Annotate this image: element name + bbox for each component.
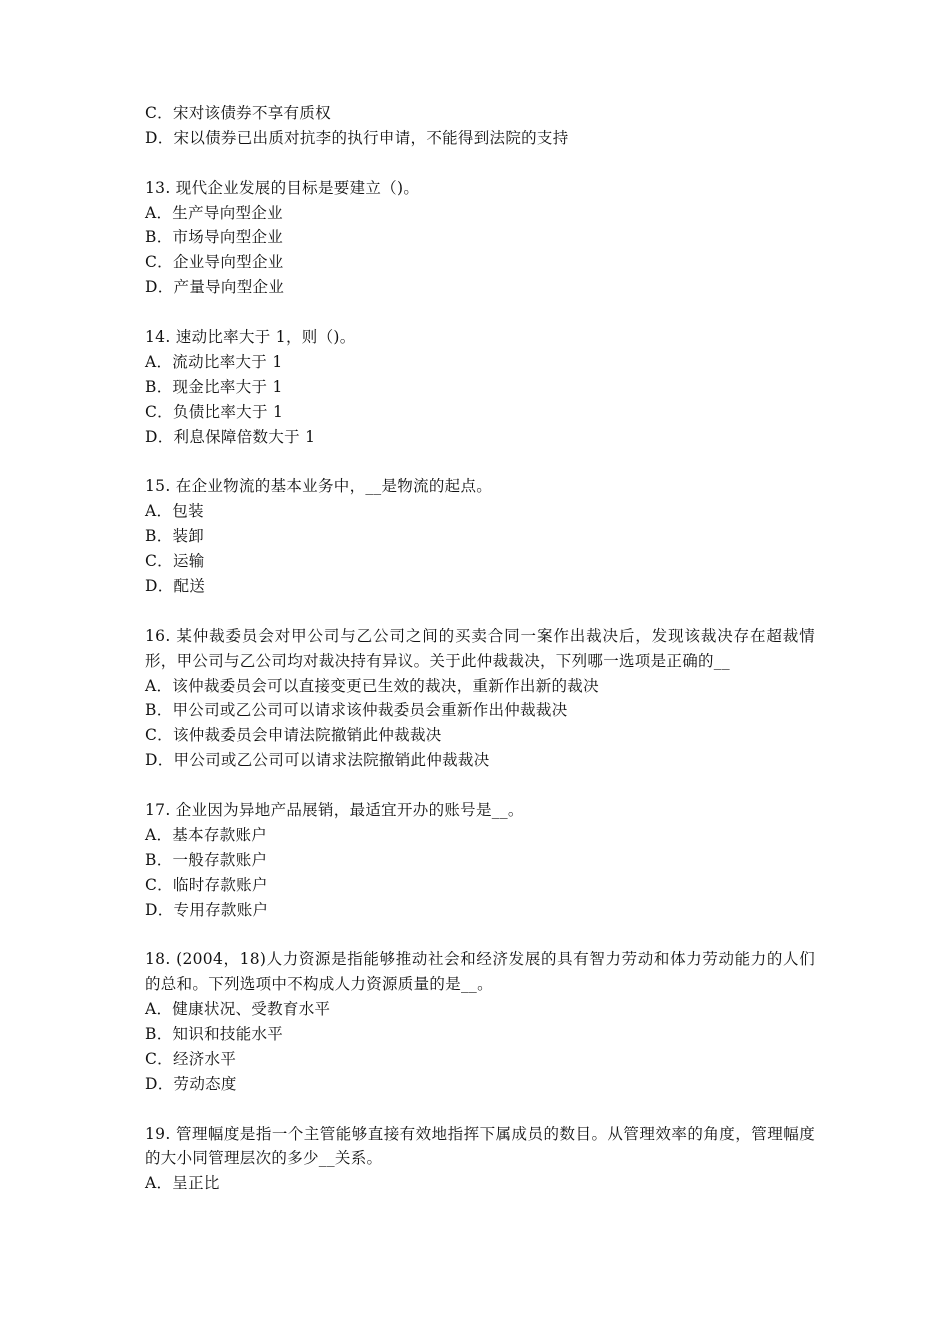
- option-b: B．市场导向型企业: [145, 228, 284, 247]
- question-block-14: [145, 325, 815, 449]
- option-c: C．负债比率大于 1: [145, 402, 284, 421]
- option-d: D．利息保障倍数大于 1: [145, 427, 316, 446]
- block-gap: [145, 599, 815, 624]
- option-a: A．呈正比: [145, 1174, 220, 1193]
- option-b: B．一般存款账户: [145, 850, 268, 869]
- option-b: B．知识和技能水平: [145, 1025, 284, 1044]
- option-a: A．基本存款账户: [145, 825, 268, 844]
- document-page: [145, 101, 815, 1196]
- question-block-15: [145, 474, 815, 598]
- question-block-19: [145, 1122, 815, 1197]
- question-block-17: [145, 798, 815, 922]
- option-c: C．该仲裁委员会申请法院撤销此仲裁裁决: [145, 726, 442, 745]
- question-text: 13. 现代企业发展的目标是要建立（)。: [145, 178, 420, 197]
- question-text: 16. 某仲裁委员会对甲公司与乙公司之间的买卖合同一案作出裁决后，发现该裁决存在超裁情形，甲公司与乙公司均对裁决持有异议。关于此仲裁裁决，下列哪一选项是正确的__: [145, 626, 815, 670]
- block-gap: [145, 300, 815, 325]
- block-gap: [145, 773, 815, 798]
- option-d: D．产量导向型企业: [145, 278, 285, 297]
- option-b: B．装卸: [145, 527, 205, 546]
- option-a: A．流动比率大于 1: [145, 352, 283, 371]
- question-text: 17. 企业因为异地产品展销，最适宜开办的账号是__。: [145, 800, 524, 819]
- question-text: 18. (2004，18)人力资源是指能够推动社会和经济发展的具有智力劳动和体力劳动能力的人们的总和。下列选项中不构成人力资源质量的是__。: [145, 950, 815, 994]
- option-a: A．该仲裁委员会可以直接变更已生效的裁决，重新作出新的裁决: [145, 676, 599, 695]
- option-a: A．包装: [145, 502, 204, 521]
- option-c: C．企业导向型企业: [145, 253, 284, 272]
- option-d: D．宋以债券已出质对抗李的执行申请，不能得到法院的支持: [145, 128, 569, 147]
- option-d: D．劳动态度: [145, 1074, 237, 1093]
- option-d: D．甲公司或乙公司可以请求法院撤销此仲裁裁决: [145, 751, 490, 770]
- block-gap: [145, 922, 815, 947]
- option-c: C．经济水平: [145, 1049, 237, 1068]
- option-c: C．运输: [145, 552, 205, 571]
- question-block-18: [145, 947, 815, 1096]
- block-gap: [145, 151, 815, 176]
- question-text: 14. 速动比率大于 1，则（)。: [145, 328, 356, 347]
- option-a: A．生产导向型企业: [145, 203, 283, 222]
- block-gap: [145, 449, 815, 474]
- option-a: A．健康状况、受教育水平: [145, 1000, 331, 1019]
- question-block-16: [145, 624, 815, 773]
- question-text: 15. 在企业物流的基本业务中，__是物流的起点。: [145, 477, 493, 496]
- block-gap: [145, 1097, 815, 1122]
- option-c: C．宋对该债券不享有质权: [145, 104, 331, 122]
- option-b: B．甲公司或乙公司可以请求该仲裁委员会重新作出仲裁裁决: [145, 701, 568, 720]
- question-text: 19. 管理幅度是指一个主管能够直接有效地指挥下属成员的数目。从管理效率的角度，管理幅度的大小同管理层次的多少__关系。: [145, 1124, 815, 1168]
- option-b: B．现金比率大于 1: [145, 377, 283, 396]
- option-d: D．配送: [145, 576, 206, 595]
- question-block-q12-tail: [145, 101, 815, 151]
- option-d: D．专用存款账户: [145, 900, 269, 919]
- question-block-13: [145, 176, 815, 300]
- option-c: C．临时存款账户: [145, 875, 268, 894]
